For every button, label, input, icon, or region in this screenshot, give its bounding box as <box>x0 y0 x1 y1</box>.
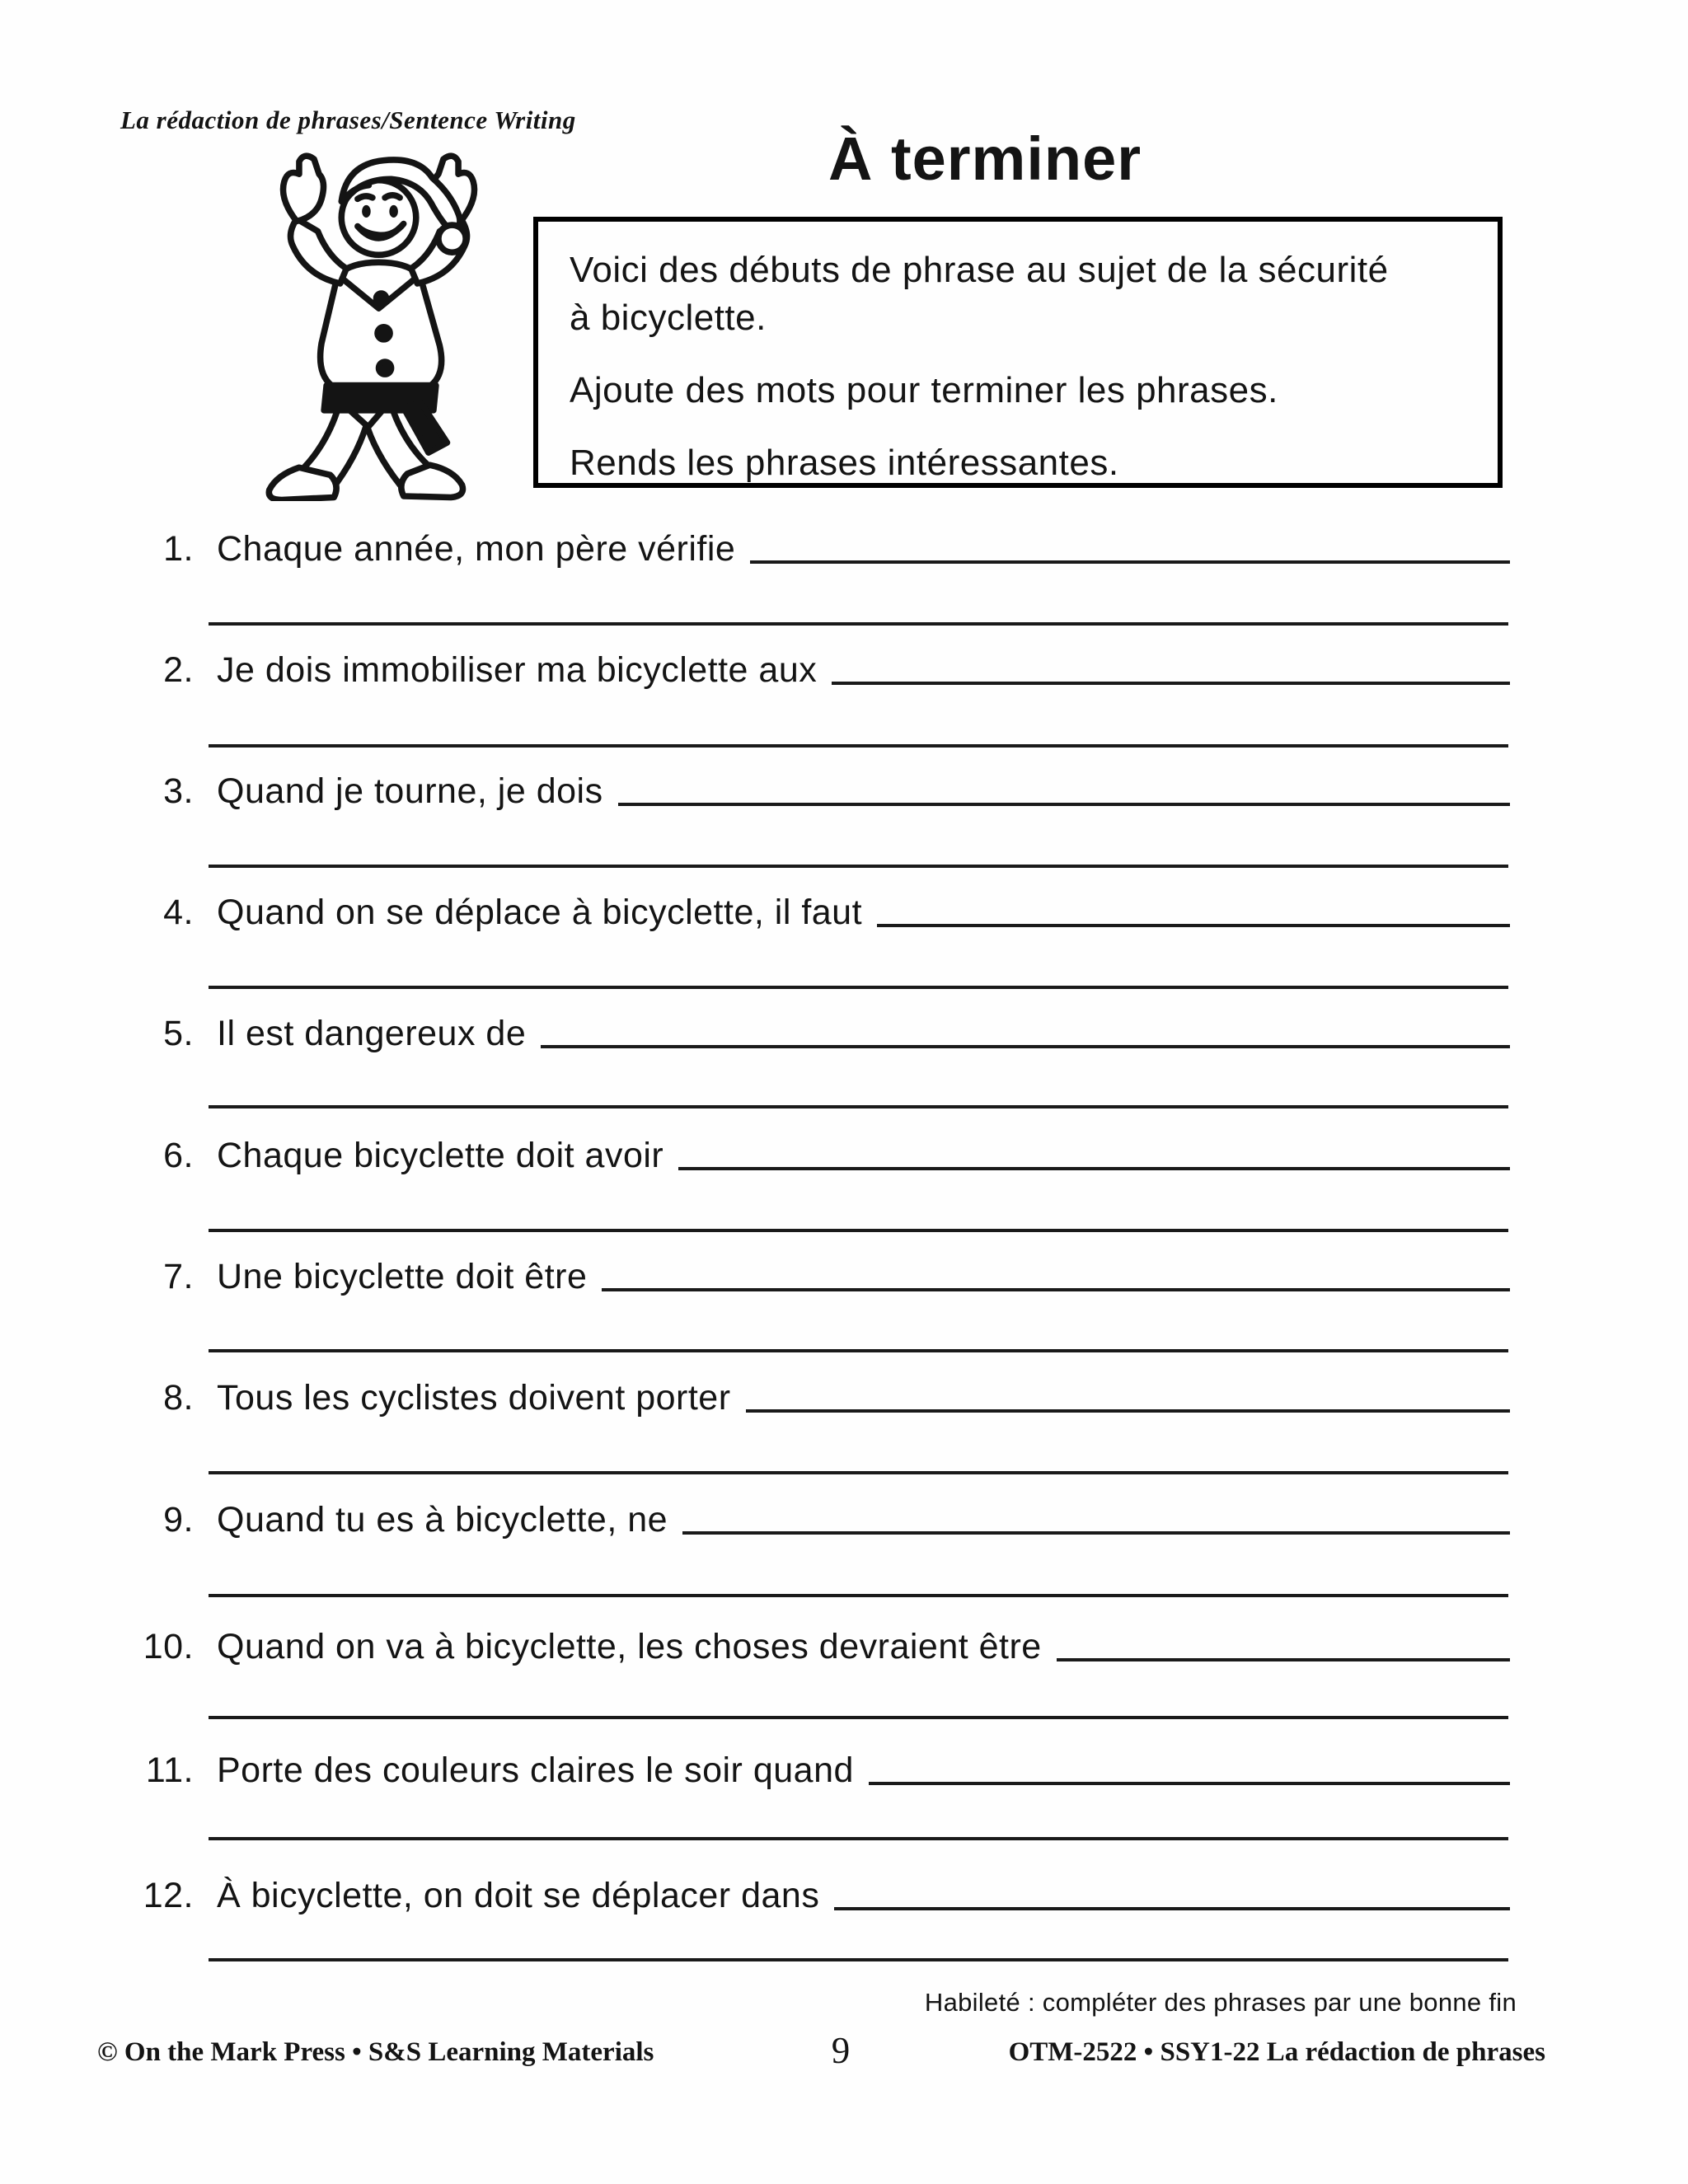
continuation-line <box>209 865 1508 868</box>
item-text: Je dois immobiliser ma bicyclette aux <box>217 649 818 690</box>
continuation-line <box>209 622 1508 626</box>
series-header: La rédaction de phrases/Sentence Writing <box>120 105 576 134</box>
continuation-line <box>209 1594 1508 1597</box>
item-number: 6. <box>163 1135 194 1175</box>
instruction-line-2: à bicyclette. <box>570 298 767 339</box>
item-text: Porte des couleurs claires le soir quand <box>217 1750 854 1790</box>
item-number: 10. <box>143 1626 194 1666</box>
item-text: Chaque année, mon père vérifie <box>217 528 736 569</box>
exercise-item-11 <box>115 1731 1510 1790</box>
exercise-item-2 <box>115 630 1510 690</box>
item-number: 8. <box>163 1377 194 1418</box>
continuation-line <box>209 1349 1508 1352</box>
item-text: Quand on se déplace à bicyclette, il faut <box>217 892 863 932</box>
item-text: Quand je tourne, je dois <box>217 771 603 811</box>
item-number: 12. <box>143 1875 194 1915</box>
continuation-line <box>209 1229 1508 1232</box>
instruction-sentence-3: Rends les phrases intéressantes. <box>570 443 1119 484</box>
item-text: Chaque bicyclette doit avoir <box>217 1135 664 1175</box>
answer-line <box>834 1907 1510 1910</box>
exercise-item-12 <box>115 1856 1510 1915</box>
item-number: 5. <box>163 1013 194 1053</box>
answer-line <box>877 924 1510 927</box>
footer-copyright: © On the Mark Press • S&S Learning Materials <box>97 2037 654 2067</box>
continuation-line <box>209 1105 1508 1108</box>
footer-page-number: 9 <box>831 2030 851 2071</box>
footer-code: OTM-2522 • SSY1-22 La rédaction de phrases <box>1008 2037 1545 2067</box>
item-number: 1. <box>163 528 194 569</box>
answer-line <box>832 682 1510 685</box>
item-number: 11. <box>145 1750 194 1790</box>
answer-line <box>678 1167 1510 1170</box>
exercise-item-4 <box>115 873 1510 932</box>
answer-line <box>541 1045 1510 1048</box>
item-text: À bicyclette, on doit se déplacer dans <box>217 1875 820 1915</box>
item-number: 2. <box>163 649 194 690</box>
exercise-item-5 <box>115 994 1510 1053</box>
instruction-sentence-2: Ajoute des mots pour terminer les phrases. <box>570 370 1278 411</box>
item-number: 7. <box>163 1256 194 1296</box>
answer-line <box>1057 1658 1510 1661</box>
footer-skill: Habileté : compléter des phrases par une bonne fin <box>924 1988 1517 2017</box>
exercise-item-3 <box>115 752 1510 811</box>
instruction-line-1: Voici des débuts de phrase au sujet de la sécurité <box>570 250 1389 290</box>
answer-line <box>602 1288 1510 1291</box>
walking-character-illustration <box>221 147 534 501</box>
item-number: 9. <box>163 1499 194 1540</box>
continuation-line <box>209 1837 1508 1840</box>
instruction-box <box>533 217 1503 488</box>
item-text: Tous les cyclistes doivent porter <box>217 1377 731 1418</box>
continuation-line <box>209 1958 1508 1961</box>
exercise-item-1 <box>115 509 1510 569</box>
exercise-item-7 <box>115 1237 1510 1296</box>
answer-line <box>869 1782 1510 1785</box>
exercise-item-9 <box>115 1480 1510 1540</box>
item-text: Quand on va à bicyclette, les choses devraient être <box>217 1626 1042 1666</box>
item-text: Une bicyclette doit être <box>217 1256 588 1296</box>
continuation-line <box>209 1716 1508 1719</box>
exercise-item-6 <box>115 1116 1510 1175</box>
answer-line <box>618 803 1510 806</box>
answer-line <box>750 560 1510 564</box>
item-text: Quand tu es à bicyclette, ne <box>217 1499 668 1540</box>
exercise-item-8 <box>115 1358 1510 1418</box>
item-text: Il est dangereux de <box>217 1013 527 1053</box>
answer-line <box>682 1531 1510 1535</box>
continuation-line <box>209 986 1508 989</box>
instruction-sentence-1 <box>570 246 1440 342</box>
page-title: À terminer <box>828 124 1142 193</box>
answer-line <box>746 1409 1510 1413</box>
item-number: 3. <box>163 771 194 811</box>
continuation-line <box>209 1471 1508 1474</box>
exercise-item-10 <box>115 1607 1510 1666</box>
continuation-line <box>209 744 1508 748</box>
item-number: 4. <box>163 892 194 932</box>
